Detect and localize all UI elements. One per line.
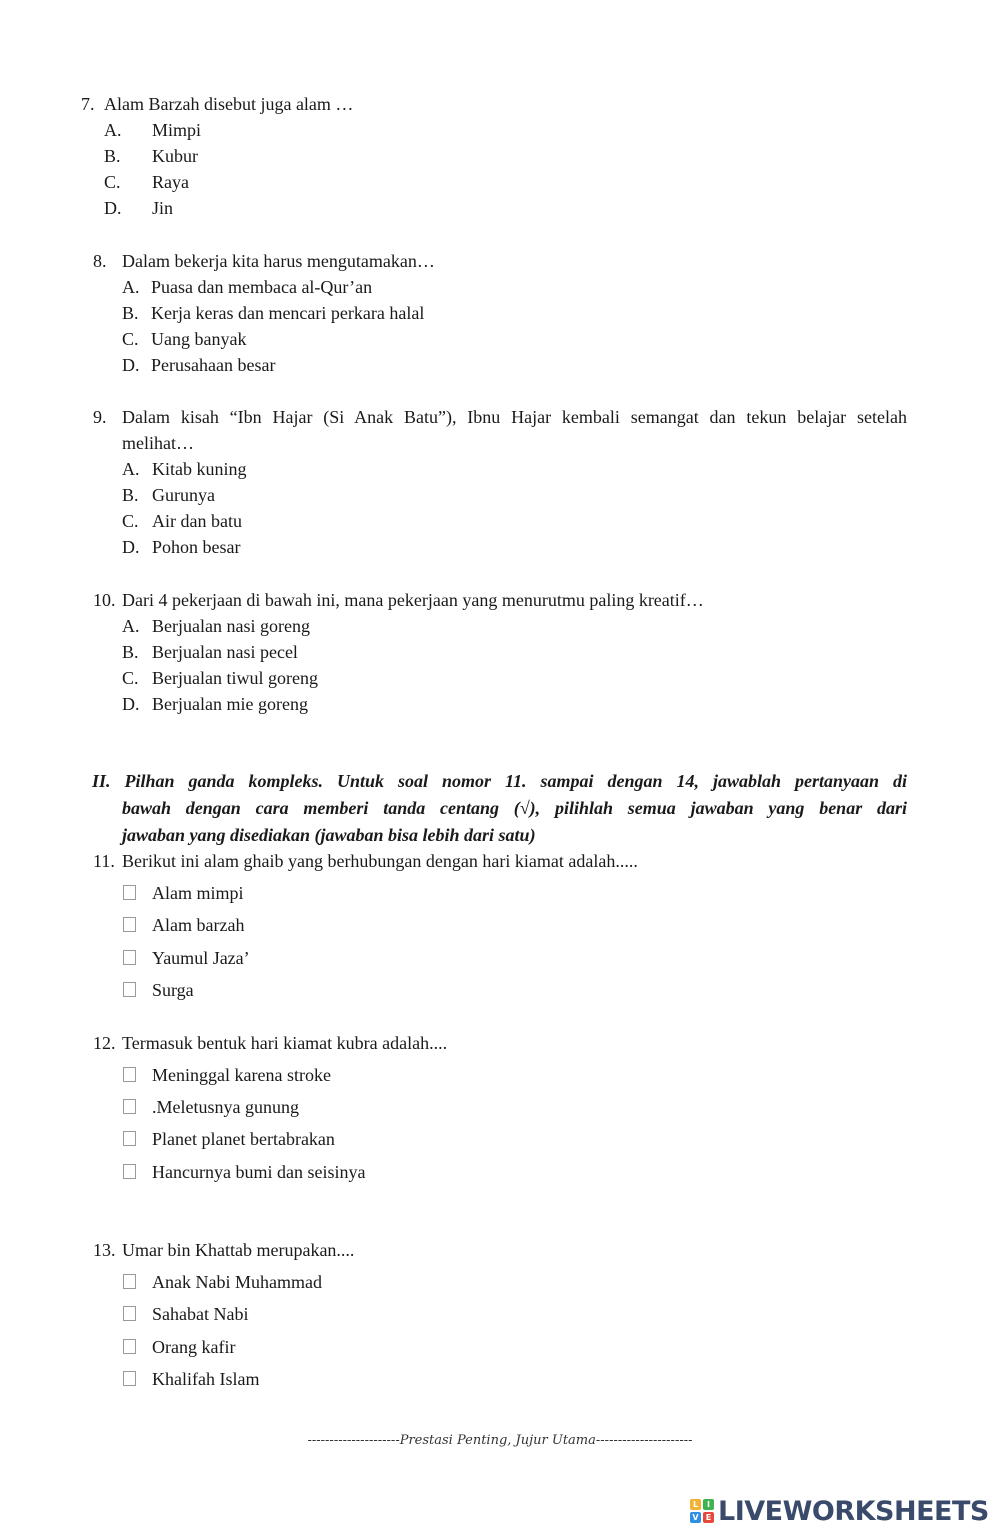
option-11-2: Alam barzah: [152, 915, 245, 935]
question-number: 12.: [93, 1033, 116, 1053]
logo-mark-e: E: [703, 1512, 714, 1523]
question-number: 7.: [81, 94, 95, 114]
question-13: [93, 1237, 354, 1263]
option-text: Jin: [152, 198, 174, 218]
option-text: Berjualan nasi goreng: [152, 616, 310, 636]
option-9d[interactable]: [122, 534, 241, 560]
checkbox-13-4[interactable]: [123, 1371, 136, 1386]
question-text: Dalam bekerja kita harus mengutamakan…: [122, 251, 435, 271]
option-letter: D.: [122, 355, 140, 375]
option-text: Pohon besar: [152, 537, 241, 557]
option-letter: B.: [122, 485, 139, 505]
option-8c[interactable]: [122, 326, 246, 352]
question-number: 13.: [93, 1240, 116, 1260]
option-10b[interactable]: [122, 639, 298, 665]
option-12-4: Hancurnya bumi dan seisinya: [152, 1162, 366, 1182]
option-text: Puasa dan membaca al-Qur’an: [151, 277, 373, 297]
option-text: Berjualan nasi pecel: [152, 642, 298, 662]
option-letter: A.: [122, 459, 140, 479]
option-text: Kitab kuning: [152, 459, 247, 479]
option-9b[interactable]: [122, 482, 215, 508]
option-7c[interactable]: [104, 169, 189, 195]
option-letter: B.: [122, 303, 139, 323]
option-13-4: Khalifah Islam: [152, 1369, 260, 1389]
option-text: Gurunya: [152, 485, 215, 505]
liveworksheets-logo: [690, 1495, 989, 1527]
option-9a[interactable]: [122, 456, 247, 482]
section-2-line-3: jawaban yang disediakan (jawaban bisa lebih dari satu): [122, 825, 536, 845]
option-11-4: Surga: [152, 980, 194, 1000]
option-8b[interactable]: [122, 300, 424, 326]
checkbox-12-2[interactable]: [123, 1099, 136, 1114]
option-text: Kerja keras dan mencari perkara halal: [151, 303, 425, 323]
option-7d[interactable]: [104, 195, 173, 221]
question-text: Alam Barzah disebut juga alam …: [104, 94, 354, 114]
option-text: Berjualan mie goreng: [152, 694, 308, 714]
checkbox-11-3[interactable]: [123, 950, 136, 965]
question-9-text-line2: melihat…: [122, 433, 194, 453]
logo-mark-l: L: [690, 1499, 701, 1510]
question-7: [81, 91, 353, 117]
question-12: [93, 1030, 447, 1056]
option-text: Perusahaan besar: [151, 355, 276, 375]
checkbox-11-1[interactable]: [123, 885, 136, 900]
section-2-line-1: II. Pilhan ganda kompleks. Untuk soal nomor 11. sampai dengan 14, jawablah pertanyaan di: [92, 771, 907, 791]
option-11-1: Alam mimpi: [152, 883, 244, 903]
logo-mark-i: I: [703, 1499, 714, 1510]
option-13-2: Sahabat Nabi: [152, 1304, 249, 1324]
option-7a[interactable]: [104, 117, 201, 143]
question-number: 11.: [93, 851, 115, 871]
option-12-2: .Meletusnya gunung: [152, 1097, 299, 1117]
question-number: 10.: [93, 590, 116, 610]
option-letter: B.: [122, 642, 139, 662]
option-letter: A.: [104, 120, 122, 140]
option-8a[interactable]: [122, 274, 372, 300]
option-10d[interactable]: [122, 691, 308, 717]
checkbox-13-1[interactable]: [123, 1274, 136, 1289]
section-2-instructions: [92, 768, 907, 849]
option-letter: D.: [122, 537, 140, 557]
checkbox-12-4[interactable]: [123, 1164, 136, 1179]
option-letter: B.: [104, 146, 121, 166]
question-9-text-line1: Dalam kisah “Ibn Hajar (Si Anak Batu”), Ibnu Hajar kembali semangat dan tekun belajar setelah: [122, 407, 907, 427]
option-letter: D.: [104, 198, 122, 218]
option-8d[interactable]: [122, 352, 275, 378]
page-footer-motto: ---------------------Prestasi Penting, Jujur Utama----------------------: [307, 1433, 693, 1448]
option-text: Raya: [152, 172, 189, 192]
option-11-3: Yaumul Jaza’: [152, 948, 250, 968]
question-text: Umar bin Khattab merupakan....: [122, 1240, 355, 1260]
option-text: Mimpi: [152, 120, 202, 140]
option-letter: C.: [122, 668, 139, 688]
option-letter: C.: [122, 329, 139, 349]
question-text: Berikut ini alam ghaib yang berhubungan dengan hari kiamat adalah.....: [122, 851, 638, 871]
logo-mark-v: V: [690, 1512, 701, 1523]
question-10: [93, 587, 704, 613]
option-letter: C.: [122, 511, 139, 531]
section-2-line-2: bawah dengan cara memberi tanda centang (√), pilihlah semua jawaban yang benar dari: [122, 798, 907, 818]
option-text: Kubur: [152, 146, 198, 166]
option-10a[interactable]: [122, 613, 310, 639]
liveworksheets-logo-icon: [690, 1499, 714, 1523]
option-letter: D.: [122, 694, 140, 714]
checkbox-13-3[interactable]: [123, 1339, 136, 1354]
question-9-number: 9.: [93, 407, 107, 427]
checkbox-13-2[interactable]: [123, 1306, 136, 1321]
option-letter: C.: [104, 172, 121, 192]
option-text: Air dan batu: [152, 511, 242, 531]
question-number: 8.: [93, 251, 107, 271]
checkbox-12-1[interactable]: [123, 1067, 136, 1082]
option-text: Berjualan tiwul goreng: [152, 668, 318, 688]
option-letter: A.: [122, 277, 140, 297]
logo-text: LIVEWORKSHEETS: [718, 1495, 989, 1527]
option-7b[interactable]: [104, 143, 198, 169]
option-letter: A.: [122, 616, 140, 636]
question-8: [93, 248, 435, 274]
option-12-1: Meninggal karena stroke: [152, 1065, 331, 1085]
question-text: Termasuk bentuk hari kiamat kubra adalah....: [122, 1033, 448, 1053]
question-11: [93, 848, 638, 874]
option-text: Uang banyak: [151, 329, 247, 349]
checkbox-12-3[interactable]: [123, 1131, 136, 1146]
option-10c[interactable]: [122, 665, 318, 691]
question-text: Dari 4 pekerjaan di bawah ini, mana pekerjaan yang menurutmu paling kreatif…: [122, 590, 704, 610]
checkbox-11-4[interactable]: [123, 982, 136, 997]
option-13-3: Orang kafir: [152, 1337, 236, 1357]
option-12-3: Planet planet bertabrakan: [152, 1129, 335, 1149]
checkbox-11-2[interactable]: [123, 917, 136, 932]
option-13-1: Anak Nabi Muhammad: [152, 1272, 322, 1292]
option-9c[interactable]: [122, 508, 242, 534]
